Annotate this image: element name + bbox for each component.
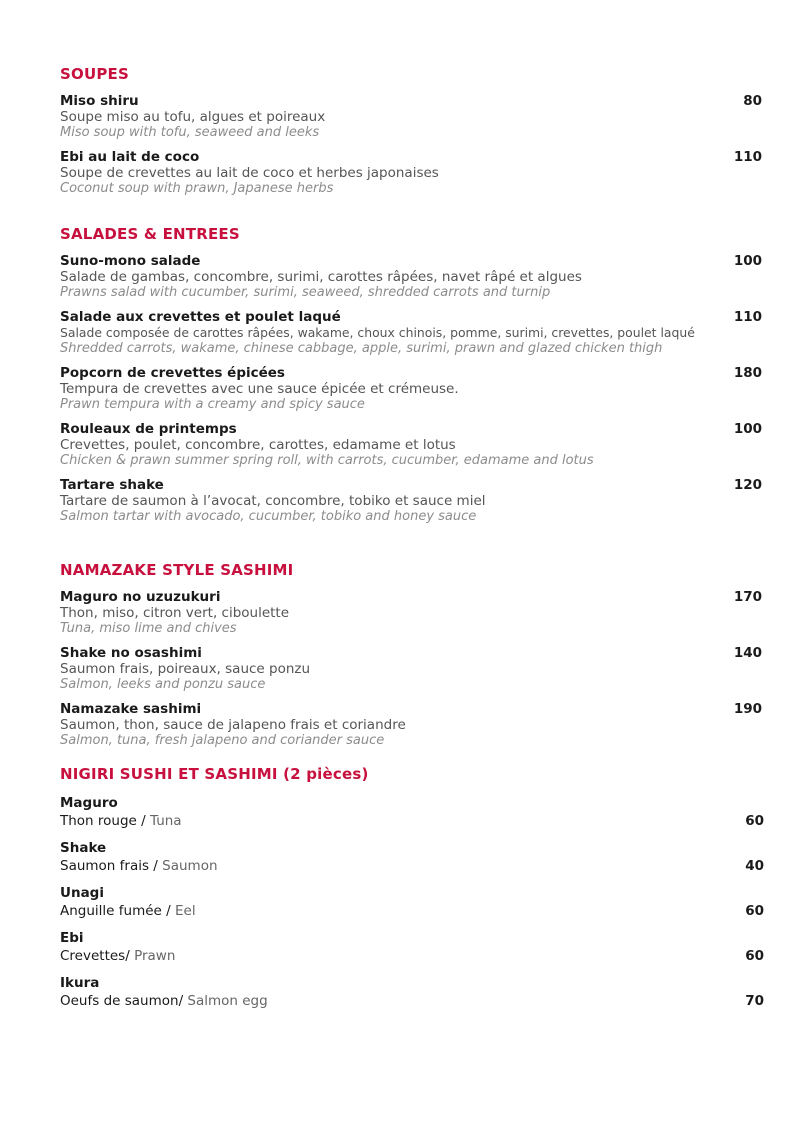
item-description-fr: Thon, miso, citron vert, ciboulette <box>60 605 290 621</box>
separator: / <box>149 858 163 874</box>
item-description-en: Salmon, leeks and ponzu sauce <box>60 677 266 692</box>
item-description-en: Prawns salad with cucumber, surimi, seaweed, shredded carrots and turnip <box>60 285 551 300</box>
item-price: 60 <box>745 903 764 919</box>
item-price: 60 <box>745 813 764 829</box>
item-description-fr: Saumon, thon, sauce de jalapeno frais et coriandre <box>60 717 406 733</box>
item-description <box>60 992 740 1010</box>
item-description-fr: Saumon frais, poireaux, sauce ponzu <box>60 661 311 677</box>
item-name: Rouleaux de printemps <box>60 421 237 437</box>
item-price: 190 <box>733 701 762 717</box>
item-description-en: Salmon egg <box>187 993 268 1009</box>
item-description-fr: Oeufs de saumon <box>60 993 179 1009</box>
item-name: Namazake sashimi <box>60 701 202 717</box>
item-description-fr: Salade de gambas, concombre, surimi, carottes râpées, navet râpé et algues <box>60 269 582 285</box>
menu-item <box>60 929 764 965</box>
section-soupes <box>60 64 762 205</box>
item-price: 170 <box>733 589 762 605</box>
item-price: 100 <box>733 421 762 437</box>
menu-item <box>60 309 762 357</box>
item-description-fr: Crevettes, poulet, concombre, carottes, edamame et lotus <box>60 437 456 453</box>
item-name: Ebi <box>60 930 84 946</box>
item-price: 180 <box>733 365 762 381</box>
menu-item <box>60 701 762 749</box>
item-description-en: Miso soup with tofu, seaweed and leeks <box>60 125 320 140</box>
item-description <box>60 812 740 830</box>
section-salades-entrees <box>60 224 762 533</box>
item-price: 40 <box>745 858 764 874</box>
item-description-en: Tuna <box>150 813 182 829</box>
item-description-fr: Saumon frais <box>60 858 150 874</box>
item-description-fr: Tartare de saumon à l’avocat, concombre, tobiko et sauce miel <box>60 493 486 509</box>
section-title: SALADES & ENTREES <box>60 225 240 243</box>
item-name: Suno-mono salade <box>60 253 201 269</box>
menu-item <box>60 93 762 141</box>
section-title: SOUPES <box>60 65 129 83</box>
menu-item <box>60 974 764 1010</box>
section-title: NIGIRI SUSHI ET SASHIMI (2 pièces) <box>60 765 369 783</box>
item-price: 140 <box>733 645 762 661</box>
item-name: Popcorn de crevettes épicées <box>60 365 285 381</box>
item-name: Tartare shake <box>60 477 164 493</box>
item-price: 100 <box>733 253 762 269</box>
item-description-en: Eel <box>174 903 196 919</box>
item-description-en: Salmon, tuna, fresh jalapeno and coriander sauce <box>60 733 385 748</box>
item-description-en: Shredded carrots, wakame, chinese cabbage, apple, surimi, prawn and glazed chicken thigh <box>60 341 663 356</box>
separator: / <box>125 948 135 964</box>
item-description-fr: Anguille fumée <box>60 903 162 919</box>
menu-item <box>60 645 762 693</box>
item-name: Shake <box>60 840 107 856</box>
menu-item <box>60 253 762 301</box>
section-title: NAMAZAKE STYLE SASHIMI <box>60 561 294 579</box>
item-description-en: Prawn tempura with a creamy and spicy sauce <box>60 397 365 412</box>
section-nigiri <box>60 764 764 1019</box>
item-name: Maguro <box>60 795 118 811</box>
item-description <box>60 902 740 920</box>
item-description-en: Tuna, miso lime and chives <box>60 621 237 636</box>
separator: / <box>136 813 150 829</box>
item-description-fr: Tempura de crevettes avec une sauce épicée et crémeuse. <box>60 381 459 397</box>
section-namazake-sashimi <box>60 560 762 757</box>
item-name: Ikura <box>60 975 100 991</box>
item-description-en: Saumon <box>162 858 218 874</box>
item-description-fr: Thon rouge <box>60 813 137 829</box>
item-description-fr: Salade composée de carottes râpées, wakame, choux chinois, pomme, surimi, crevettes, poulet laqué <box>60 325 695 340</box>
separator: / <box>178 993 188 1009</box>
item-price: 80 <box>743 93 762 109</box>
menu-item <box>60 149 762 197</box>
menu-item <box>60 589 762 637</box>
menu-item <box>60 421 762 469</box>
item-price: 110 <box>733 149 762 165</box>
menu-item <box>60 477 762 525</box>
item-description-en: Prawn <box>134 948 176 964</box>
item-name: Salade aux crevettes et poulet laqué <box>60 309 341 325</box>
item-name: Ebi au lait de coco <box>60 149 200 165</box>
separator: / <box>161 903 175 919</box>
item-description-fr: Crevettes <box>60 948 126 964</box>
menu-item <box>60 794 764 830</box>
menu-item <box>60 839 764 875</box>
item-description-fr: Soupe de crevettes au lait de coco et herbes japonaises <box>60 165 439 181</box>
menu-item <box>60 884 764 920</box>
item-description-en: Chicken & prawn summer spring roll, with carrots, cucumber, edamame and lotus <box>60 453 594 468</box>
item-price: 60 <box>745 948 764 964</box>
item-price: 120 <box>733 477 762 493</box>
item-description-en: Salmon tartar with avocado, cucumber, tobiko and honey sauce <box>60 509 477 524</box>
item-description <box>60 947 740 965</box>
item-price: 110 <box>733 309 762 325</box>
menu-item <box>60 365 762 413</box>
item-description-fr: Soupe miso au tofu, algues et poireaux <box>60 109 326 125</box>
item-name: Unagi <box>60 885 104 901</box>
item-description-en: Coconut soup with prawn, Japanese herbs <box>60 181 334 196</box>
item-price: 70 <box>745 993 764 1009</box>
item-name: Shake no osashimi <box>60 645 202 661</box>
item-name: Maguro no uzuzukuri <box>60 589 221 605</box>
item-description <box>60 857 740 875</box>
item-name: Miso shiru <box>60 93 139 109</box>
